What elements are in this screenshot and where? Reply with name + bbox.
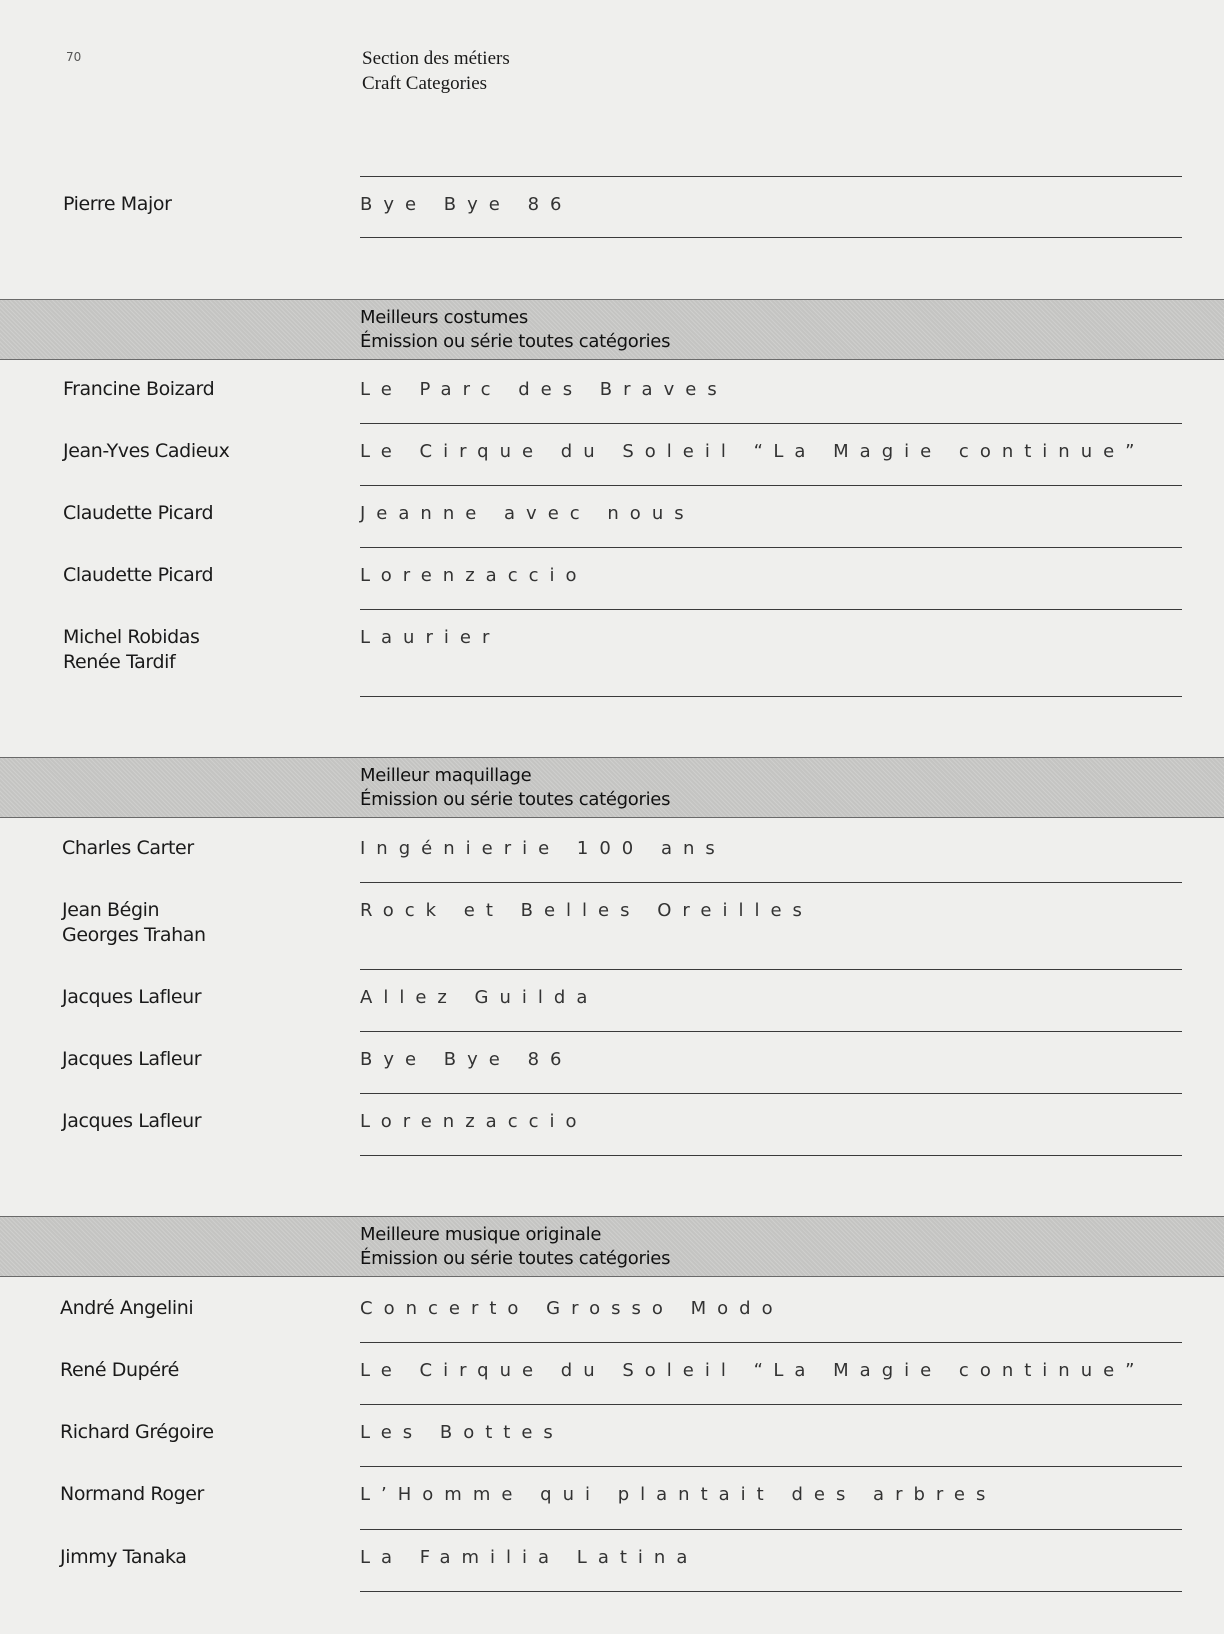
entry-rule [360,1529,1182,1530]
entry-rule [360,423,1182,424]
nominee-name: Jacques Lafleur [62,986,202,1008]
work-title: Le Parc des Braves [360,379,728,400]
work-title: Rock et Belles Oreilles [360,900,813,921]
work-title: Bye Bye 86 [360,1049,573,1070]
nominee-name: Jean Bégin [62,899,160,921]
nominee-name: Jean-Yves Cadieux [63,440,230,462]
entry-rule [360,1591,1182,1592]
work-title: Laurier [360,627,501,648]
nominee-name: René Dupéré [60,1359,179,1381]
nominee-name: Jacques Lafleur [62,1110,202,1132]
category-subtitle: Émission ou série toutes catégories [360,1248,671,1269]
nominee-names [60,1420,214,1445]
nominee-names [63,439,229,464]
work-title: Jeanne avec nous [360,503,695,524]
nominee-names [63,625,199,675]
category-section [0,1216,1224,1277]
nominee-names [62,985,201,1010]
nominee-names [63,501,213,526]
work-title: La Familia Latina [360,1547,699,1568]
nominee-name: Claudette Picard [63,564,214,586]
page-number: 70 [66,50,82,64]
category-title: Meilleure musique originale [360,1224,602,1245]
nominee-name: Charles Carter [62,837,194,859]
nominee-names [63,563,213,588]
category-header [0,757,1224,818]
work-title: Le Cirque du Soleil “La Magie continue” [360,1360,1146,1381]
running-head-english: Craft Categories [362,73,488,94]
nominee-name: Claudette Picard [63,502,214,524]
nominee-names [62,1109,201,1134]
nominee-name: Normand Roger [60,1483,204,1505]
category-title: Meilleurs costumes [360,307,528,328]
nominee-name: Francine Boizard [63,378,215,400]
work-title: Le Cirque du Soleil “La Magie continue” [360,441,1146,462]
entry-rule [360,1466,1182,1467]
nominee-name: André Angelini [60,1297,194,1319]
work-title: L’Homme qui plantait des arbres [360,1484,997,1505]
nominee-name: Jacques Lafleur [62,1048,202,1070]
nominee-name: Michel Robidas [63,626,200,648]
entry-rule [360,547,1182,548]
work-title: Lorenzaccio [360,1111,588,1132]
category-section [0,757,1224,818]
entry-rule [360,1031,1182,1032]
nominee-names [62,836,194,861]
nominee-names [60,1545,186,1570]
entry-rule [360,237,1182,238]
work-title: Allez Guilda [360,987,599,1008]
nominee-names [63,192,172,217]
running-head [362,46,510,96]
nominee-names [60,1358,179,1383]
category-header [0,1216,1224,1277]
category-section [0,299,1224,360]
entry-rule [360,1155,1182,1156]
nominee-names [62,1047,201,1072]
entry-rule [360,1342,1182,1343]
nominee-names [62,898,206,948]
category-header [0,299,1224,360]
nominee-names [63,377,214,402]
entry-rule [360,1093,1182,1094]
entry-rule [360,1404,1182,1405]
nominee-names [60,1296,193,1321]
entry-rule [360,969,1182,970]
entry-rule [360,609,1182,610]
nominee-name: Jimmy Tanaka [60,1546,187,1568]
category-subtitle: Émission ou série toutes catégories [360,331,671,352]
entry-rule [360,882,1182,883]
nominee-name: Georges Trahan [62,924,206,946]
work-title: Bye Bye 86 [360,194,573,215]
work-title: Ingénierie 100 ans [360,838,726,859]
work-title: Concerto Grosso Modo [360,1298,784,1319]
nominee-name: Renée Tardif [63,651,176,673]
nominee-name: Richard Grégoire [60,1421,214,1443]
running-head-french: Section des métiers [362,48,510,69]
entry-rule [360,485,1182,486]
entry-rule [360,696,1182,697]
work-title: Les Bottes [360,1422,564,1443]
nominee-names [60,1482,204,1507]
nominee-name: Pierre Major [63,193,172,215]
work-title: Lorenzaccio [360,565,588,586]
category-subtitle: Émission ou série toutes catégories [360,789,671,810]
category-title: Meilleur maquillage [360,765,532,786]
entry-rule [360,176,1182,177]
